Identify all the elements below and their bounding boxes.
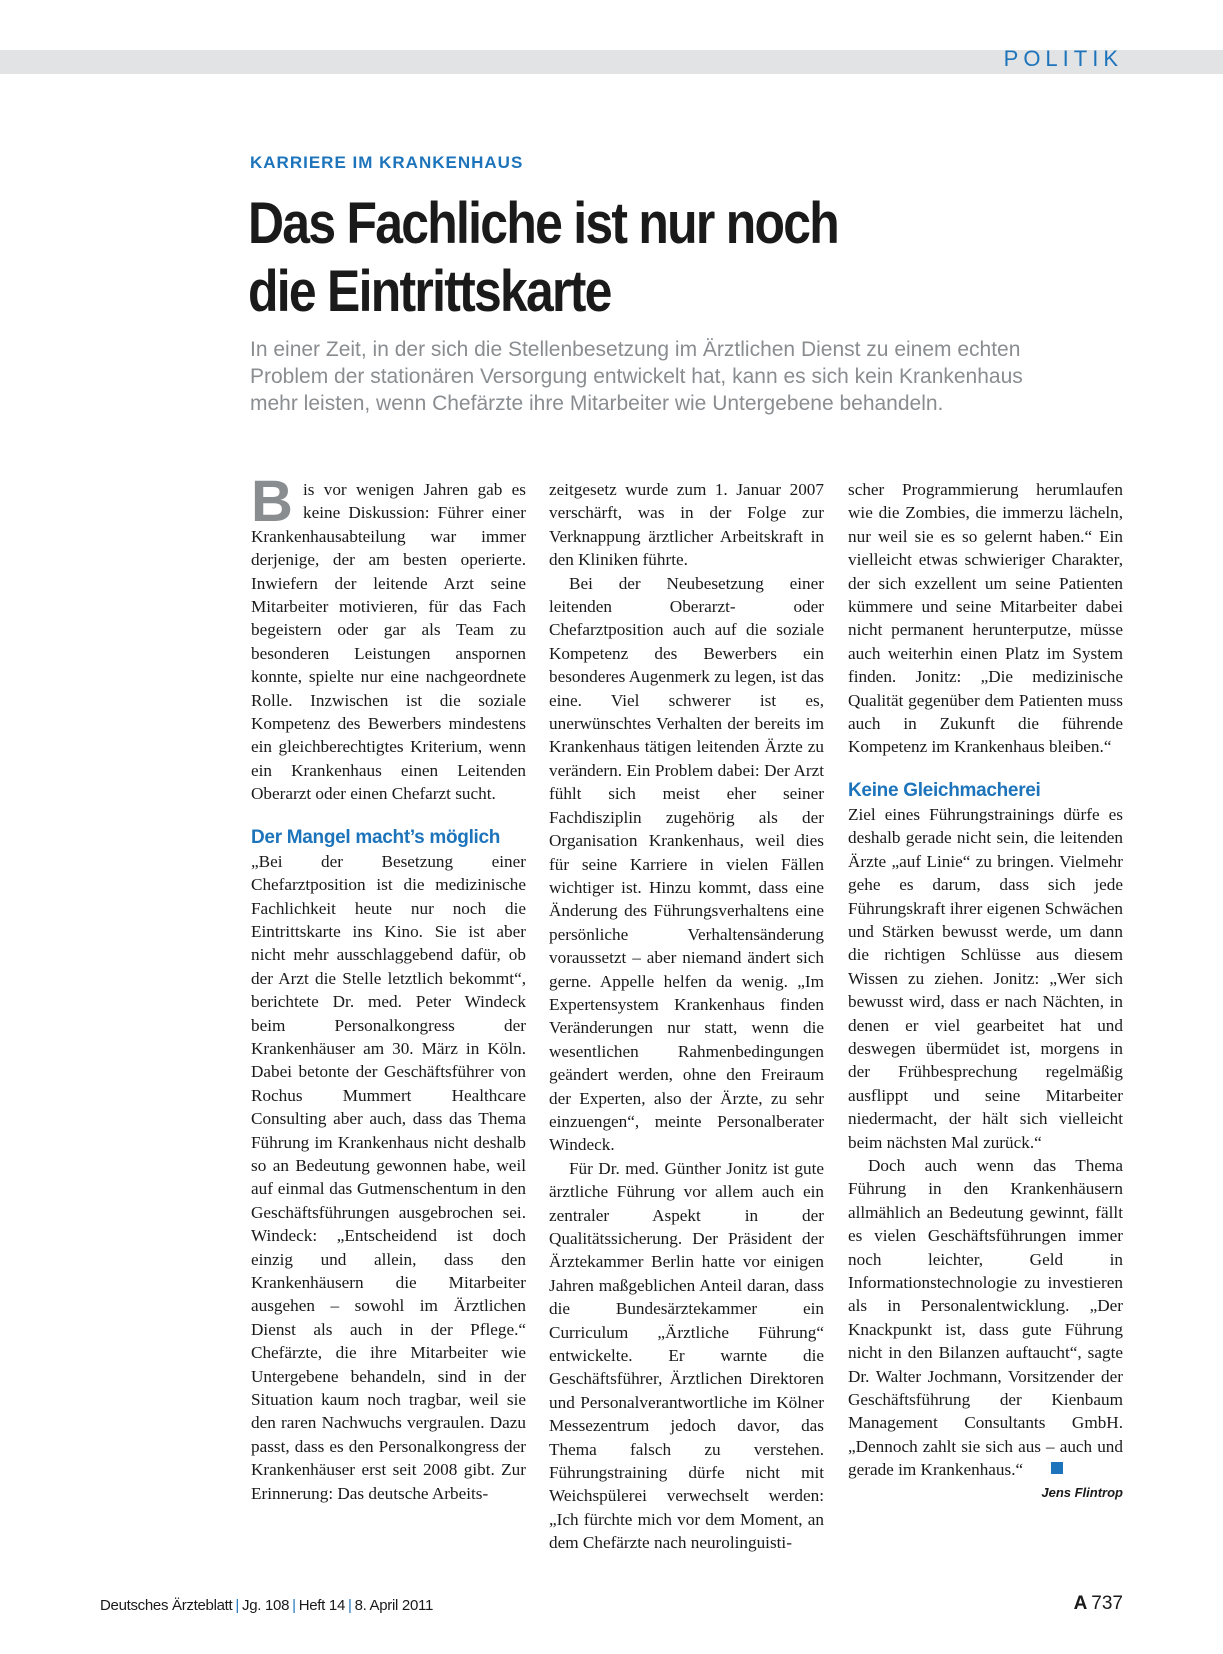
lead-line-1: In einer Zeit, in der sich die Stellenbesetzung im Ärztlichen Dienst zu einem echten <box>250 338 1021 361</box>
author-byline: Jens Flintrop <box>1041 1484 1123 1500</box>
drop-cap: B <box>251 469 293 534</box>
subheading-gleichmacherei: Keine Gleichmacherei <box>848 779 1041 801</box>
column-3-paragraph-3 <box>848 1154 1123 1482</box>
lead-line-3: mehr leisten, wenn Chefärzte ihre Mitarbeiter wie Untergebene behandeln. <box>250 392 944 415</box>
column-3-paragraph-3-text: Doch auch wenn das Thema Führung in den Krankenhäusern allmählich an Bedeutung gewinnt, fällt es vielen Geschäftsführungen immer noch leichter, Geld in Informationstechnologie zu investieren als in Personalentwicklung. „Der Knackpunkt ist, dass gute Führung nicht in den Bilanzen auftaucht“, sagte Dr. Walter Jochmann, Vorsitzender der Geschäftsführung der Kienbaum Management Consultants GmbH. „Dennoch zahlt sie sich aus – auch und gerade im Krankenhaus.“ <box>848 1155 1123 1480</box>
lead-line-2: Problem der stationären Versorgung entwickelt hat, kann es sich kein Krankenhaus <box>250 365 1023 388</box>
article-headline <box>248 190 936 326</box>
column-2-paragraph-2: Bei der Neubesetzung einer leitenden Oberarzt- oder Chefarztposition auch auf die soziale Kompetenz des Bewerbers ein besonderes Augenmerk zu legen, ist das eine. Viel schwerer ist es, unerwünschtes Verhalten der bereits im Krankenhaus tätigen leitenden Ärzte zu verändern. Ein Problem dabei: Der Arzt fühlt sich meist eher seiner Fachdisziplin zugehörig als der Organisation Krankenhaus, weil dies für seine Karriere in vielen Fällen wichtiger ist. Hinzu kommt, dass eine Änderung des Führungsverhaltens eine persönliche Verhaltensänderung voraussetzt – aber niemand ändert sich gerne. Appelle helfen da wenig. „Im Expertensystem Krankenhaus finden Veränderungen nur statt, wenn die wesentlichen Rahmenbedingungen geändert werden, ohne den Freiraum der Experten, also der Ärzte, zu sehr einzuengen“, meinte Personalberater Windeck. <box>549 573 824 1155</box>
column-2-paragraph-3: Für Dr. med. Günther Jonitz ist gute ärztliche Führung vor allem auch ein zentraler Aspekt in der Qualitätssicherung. Der Präsident der Ärztekammer Berlin hatte vor einigen Jahren maßgeblichen Anteil daran, dass die Bundesärztekammer ein Curriculum „Ärztliche Führung“ entwickelte. Er warnte die Geschäftsführer, Ärztlichen Direktoren und Personalverantwortliche im Kölner Messezentrum jedoch davor, das Thema falsch zu verstehen. Führungstraining dürfe nicht mit Weichspülerei verwechselt werden: „Ich fürchte mich vor dem Moment, an dem Chefärzte nach neurolinguisti- <box>549 1158 824 1553</box>
article-column-3 <box>848 478 1123 1504</box>
footer-separator: | <box>292 1597 296 1614</box>
column-2-paragraph-1: zeitgesetz wurde zum 1. Januar 2007 verschärft, was in der Folge zur Verknappung ärztlicher Arbeitskraft in den Kliniken führte. <box>549 480 824 570</box>
headline-line-1: Das Fachliche ist nur noch <box>248 191 839 256</box>
page-number-value: 737 <box>1091 1593 1123 1614</box>
column-1-paragraph-2: „Bei der Besetzung einer Chefarztposition ist die medizinische Fachlichkeit heute nur noch die Eintrittskarte ins Kino. Sie ist aber nicht mehr ausschlaggebend dafür, ob der Arzt die Stelle letztlich bekommt“, berichtete Dr. med. Peter Windeck beim Personalkongress der Krankenhäuser am 30. März in Köln. Dabei betonte der Geschäftsführer von Rochus Mummert Healthcare Consulting aber auch, dass das Thema Führung im Krankenhaus nicht deshalb so an Bedeutung gewonnen habe, weil auf einmal das Gutmenschentum in den Geschäftsführungen ausgebrochen sei. Windeck: „Entscheidend ist doch einzig und allein, dass den Krankenhäusern die Mitarbeiter ausgehen – sowohl im Ärztlichen Dienst als auch in der Pflege.“ Chefärzte, die ihre Mitarbeiter wie Untergebene behandeln, sind in der Situation kaum noch tragbar, weil sie den raren Nachwuchs vergraulen. Dazu passt, dass es den Personalkongress der Krankenhäuser erst seit 2008 gibt. Zur Erinnerung: Das deutsche Arbeits- <box>251 851 526 1503</box>
column-1-paragraph-1 <box>251 469 526 806</box>
headline-line-2: die Eintrittskarte <box>248 259 611 324</box>
footer-volume: Jg. 108 <box>242 1597 290 1614</box>
footer-separator: | <box>348 1597 352 1614</box>
section-label: POLITIK <box>1003 46 1123 71</box>
article-column-1 <box>251 469 526 1505</box>
page-number-prefix: A <box>1073 1593 1088 1614</box>
column-3-paragraph-1: scher Programmierung herumlaufen wie die Zombies, die immerzu lächeln, nur weil sie es so gelernt haben.“ Ein vielleicht etwas schwieriger Charakter, der sich exzellent um seine Patienten kümmere und seine Mitarbeiter dabei nicht permanent herunterputze, müsse auch weiterhin einen Platz im System finden. Jonitz: „Die medizinische Qualität gegenüber dem Patienten muss auch in Zukunft die führende Kompetenz im Krankenhaus bleiben.“ <box>848 480 1123 757</box>
footer-issue: Heft 14 <box>298 1597 345 1614</box>
subheading-mangel: Der Mangel macht’s möglich <box>251 826 501 848</box>
page-footer <box>100 1597 433 1614</box>
end-mark-icon <box>1051 1462 1063 1474</box>
footer-journal: Deutsches Ärzteblatt <box>100 1597 233 1614</box>
column-1-paragraph-1-text: is vor wenigen Jahren gab es keine Diskussion: Führer einer Krankenhausabteilung war immer derjenige, der am besten operierte. Inwiefern der leitende Arzt seine Mitarbeiter motivieren, für das Fach begeistern oder gar als Team zu besonderen Leistungen anspornen konnte, spielte nur eine nachgeordnete Rolle. Inzwischen ist die soziale Kompetenz des Bewerbers mindestens ein gleichberechtigtes Kriterium, wenn ein Krankenhaus einen Leitenden Oberarzt oder einen Chefarzt sucht. <box>251 480 526 804</box>
article-column-2 <box>549 478 824 1555</box>
column-3-paragraph-2: Ziel eines Führungstrainings dürfe es deshalb gerade nicht sein, die leitenden Ärzte „auf Linie“ zu bringen. Vielmehr gehe es darum, dass sich jede Führungskraft ihrer eigenen Schwächen und Stärken bewusst werde, um dann die richtigen Schlüsse aus diesem Wissen zu ziehen. Jonitz: „Wer sich bewusst wird, dass er nach Nächten, in denen er viel gearbeitet hat und deswegen übermüdet ist, morgens in der Frühbesprechung regelmäßig ausflippt und seine Mitarbeiter niedermacht, der hält sich vielleicht beim nächsten Mal zurück.“ <box>848 804 1123 1152</box>
footer-separator: | <box>235 1597 240 1614</box>
article-kicker: KARRIERE IM KRANKENHAUS <box>250 153 524 172</box>
footer-date: 8. April 2011 <box>354 1597 433 1614</box>
page-number <box>1074 1593 1123 1615</box>
article-lead <box>250 336 1120 417</box>
